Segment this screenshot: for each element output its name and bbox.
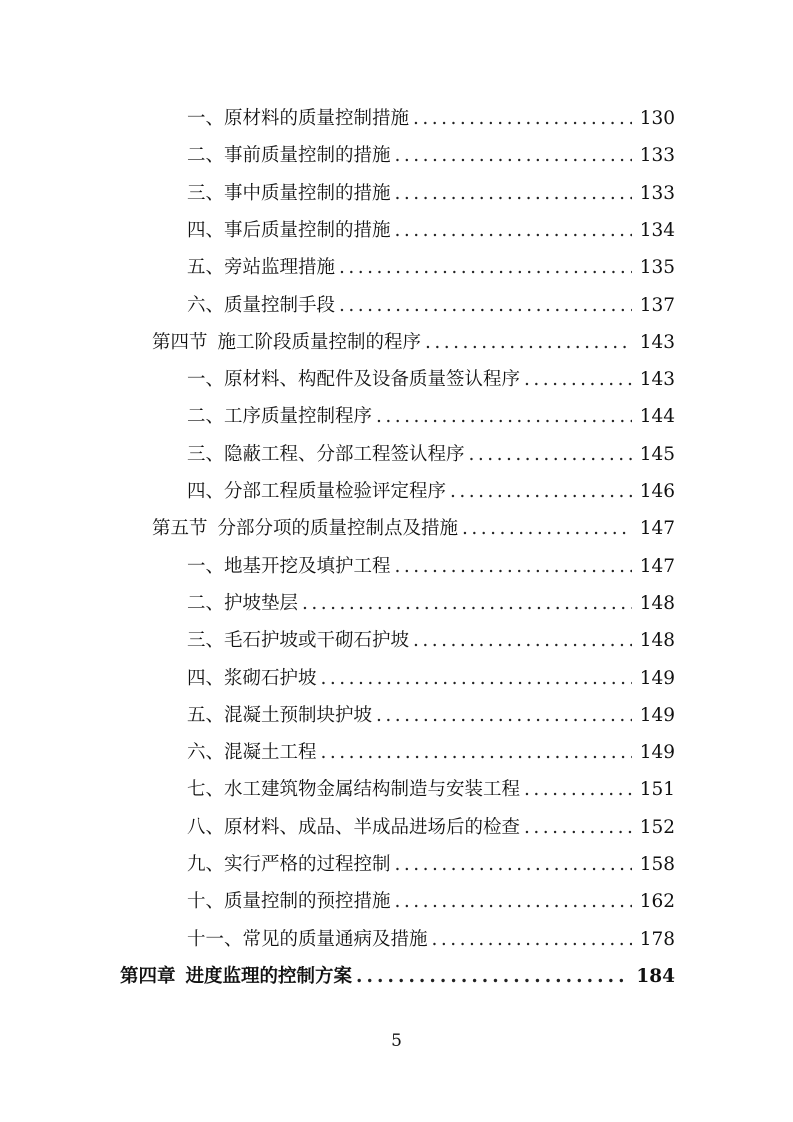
toc-entry-title: 六、混凝土工程 [187,742,317,764]
toc-entry-page: 152 [639,816,675,838]
toc-entry-title: 五、旁站监理措施 [187,257,336,279]
toc-entry-title: 五、混凝土预制块护坡 [187,704,373,726]
toc-entry-page: 151 [639,779,675,801]
toc-entry-title: 四、浆砌石护坡 [187,667,317,689]
toc-entry-page: 143 [639,331,675,353]
dot-leader [321,660,632,697]
dot-leader [395,137,632,174]
dot-leader [524,771,632,808]
toc-entry [187,734,675,771]
toc-entry [187,883,675,920]
dot-leader [376,398,632,435]
toc-entry-title: 八、原材料、成品、半成品进场后的检查 [187,816,521,838]
toc-entry [187,249,675,286]
toc-entry-page: 145 [639,443,675,465]
toc-entry-title: 三、毛石护坡或干砌石护坡 [187,630,410,652]
toc-entry-page: 144 [639,406,675,428]
toc-entry-page: 134 [639,219,675,241]
toc-entry-page: 147 [639,555,675,577]
toc-entry-page: 149 [639,742,675,764]
toc-entry-page: 149 [639,667,675,689]
toc-entry-page: 133 [639,182,675,204]
toc-entry [187,809,675,846]
toc-entry-title: 三、事中质量控制的措施 [187,182,391,204]
toc-entry-title: 十、质量控制的预控措施 [187,891,391,913]
toc-entry [187,921,675,958]
toc-entry-title: 二、护坡垫层 [187,592,299,614]
toc-entry [187,697,675,734]
toc-entry-title: 施工阶段质量控制的程序 [217,331,422,353]
toc-entry-page: 148 [639,592,675,614]
dot-leader [524,361,632,398]
toc-entry-page: 147 [639,518,675,540]
dot-leader [425,324,632,361]
toc-section-entry [152,510,675,547]
dot-leader [413,100,632,137]
toc-entry-page: 148 [639,630,675,652]
dot-leader [413,622,632,659]
toc-entry [187,846,675,883]
toc-entry [187,585,675,622]
toc-entry-page: 133 [639,145,675,167]
toc-entry [187,100,675,137]
dot-leader [450,473,632,510]
toc-entry-chapter-number: 第四章 [120,965,176,987]
toc-entry-page: 137 [639,294,675,316]
dot-leader [395,846,632,883]
toc-entry-page: 135 [639,257,675,279]
toc-entry [187,622,675,659]
dot-leader [339,287,632,324]
dot-leader [462,510,632,547]
toc-entry-page: 178 [639,928,675,950]
toc-entry-page: 158 [639,854,675,875]
toc-entry [187,361,675,398]
toc-entry [187,175,675,212]
toc-entry-title: 九、实行严格的过程控制 [187,854,391,875]
toc-entry-page: 130 [639,108,675,129]
dot-leader [395,212,632,249]
dot-leader [356,958,628,995]
toc-entry-section-number: 第四节 [152,331,208,353]
toc-entry-title: 分部分项的质量控制点及措施 [217,518,459,540]
dot-leader [339,249,632,286]
dot-leader [395,175,632,212]
dot-leader [395,548,632,585]
toc-entry-title: 一、原材料的质量控制措施 [187,108,410,129]
toc-entry-title: 二、事前质量控制的措施 [187,145,391,167]
toc-section-entry [152,324,675,361]
toc-entry-title: 十一、常见的质量通病及措施 [187,928,428,950]
toc-entry-title: 二、工序质量控制程序 [187,406,373,428]
dot-leader [469,436,632,473]
toc-entry [187,212,675,249]
toc-entry [187,398,675,435]
toc-entry-section-number: 第五节 [152,518,208,540]
toc-entry [187,287,675,324]
page-number: 5 [391,1031,402,1051]
toc-entry-page: 146 [639,481,675,502]
toc-entry [187,771,675,808]
toc-entry-title: 六、质量控制手段 [187,294,336,316]
toc-entry [187,137,675,174]
toc-entry-page: 162 [639,891,675,913]
toc-chapter-entry [120,958,675,995]
toc-entry [187,660,675,697]
toc-entry-page: 143 [639,369,675,391]
dot-leader [321,734,632,771]
toc-entry-title: 一、地基开挖及填护工程 [187,555,391,577]
toc-entry-title: 四、分部工程质量检验评定程序 [187,481,447,502]
toc-entry-page: 184 [636,965,675,987]
toc-entry-title: 四、事后质量控制的措施 [187,219,391,241]
toc-entry [187,548,675,585]
toc-entry-title: 七、水工建筑物金属结构制造与安装工程 [187,779,521,801]
toc-entry-title: 三、隐蔽工程、分部工程签认程序 [187,443,465,465]
toc-entry [187,473,675,510]
dot-leader [524,809,632,846]
dot-leader [432,921,632,958]
toc-entry-title: 进度监理的控制方案 [185,965,353,987]
dot-leader [376,697,632,734]
dot-leader [302,585,632,622]
dot-leader [395,883,632,920]
toc-entry [187,436,675,473]
toc-entry-page: 149 [639,704,675,726]
toc-entry-title: 一、原材料、构配件及设备质量签认程序 [187,369,521,391]
